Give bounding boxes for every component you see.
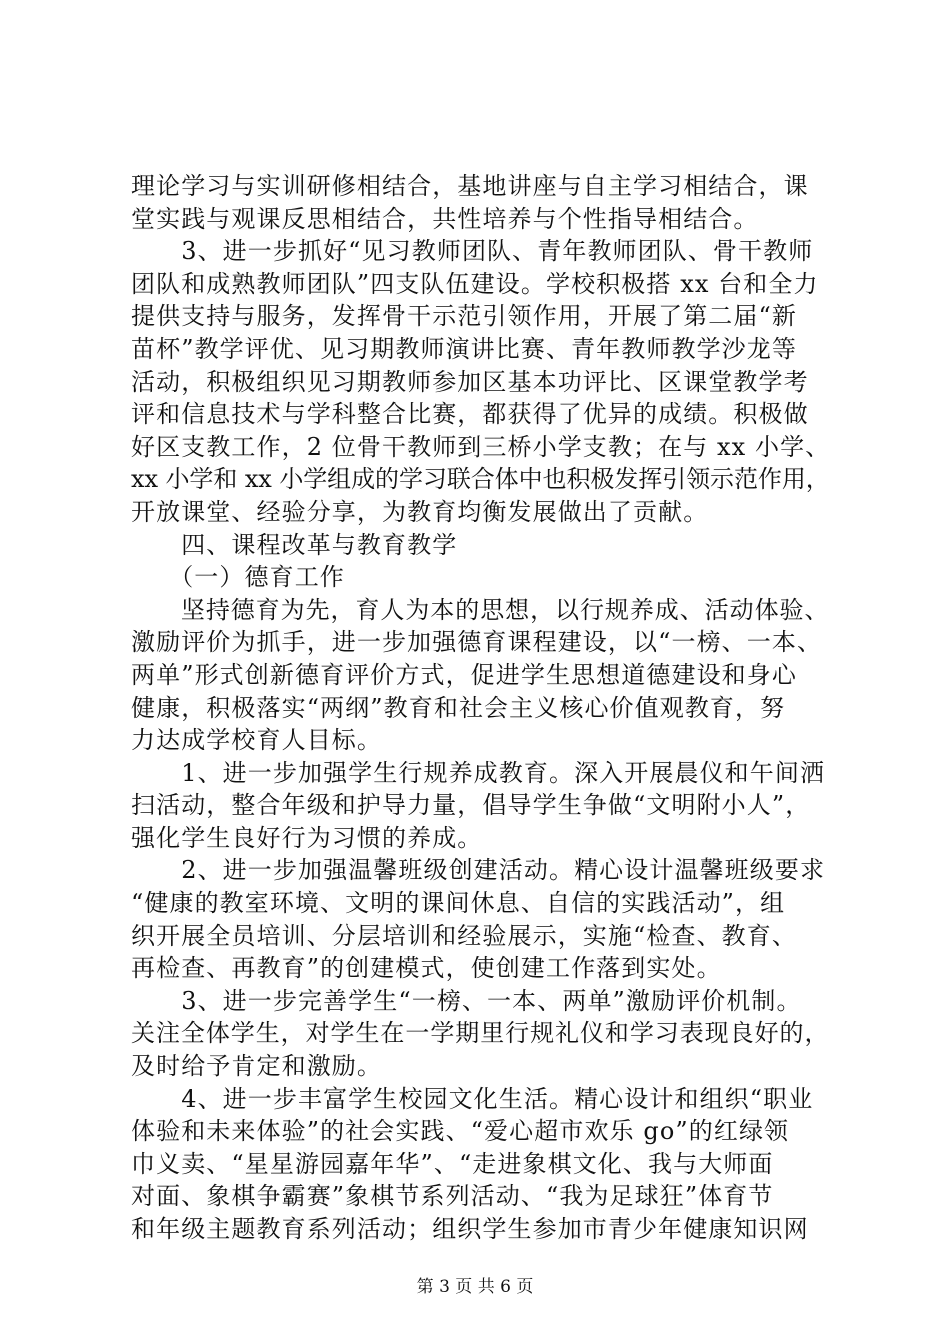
text-line: 强化学生良好行为习惯的养成。 — [131, 823, 483, 852]
text-line: xx 小学和 xx 小学组成的学习联合体中也积极发挥引领示范作用， — [131, 465, 830, 494]
text-line: 1、进一步加强学生行规养成教育。深入开展晨仪和午间洒 — [131, 758, 826, 787]
text-line: 团队和成熟教师团队”四支队伍建设。学校积极搭 xx 台和全力 — [131, 269, 819, 298]
text-line: 坚持德育为先，育人为本的思想，以行规养成、活动体验、 — [131, 595, 830, 624]
text-line: 巾义卖、“星星游园嘉年华”、“走进象棋文化、我与大师面 — [131, 1149, 774, 1178]
text-line: 体验和未来体验”的社会实践、“爱心超市欢乐 go”的红绿领 — [131, 1117, 790, 1146]
text-line: 开放课堂、经验分享，为教育均衡发展做出了贡献。 — [131, 497, 709, 526]
text-line: 两单”形式创新德育评价方式，促进学生思想道德建设和身心 — [131, 660, 797, 689]
text-line: 再检查、再教育”的创建模式，使创建工作落到实处。 — [131, 954, 722, 983]
text-line: 评和信息技术与学科整合比赛，都获得了优异的成绩。积极做 — [131, 400, 809, 429]
text-line: 对面、象棋争霸赛”象棋节系列活动、“我为足球狂”体育节 — [131, 1182, 774, 1211]
text-line: 扫活动，整合年级和护导力量，倡导学生争做“文明附小人”， — [131, 791, 811, 820]
text-line: “健康的教室环境、文明的课间休息、自信的实践活动”，组 — [131, 889, 786, 918]
text-line: 好区支教工作，2 位骨干教师到三桥小学支教；在与 xx 小学、 — [131, 432, 831, 461]
text-line: 和年级主题教育系列活动；组织学生参加市青少年健康知识网 — [131, 1215, 809, 1243]
text-line: 健康，积极落实“两纲”教育和社会主义核心价值观教育，努 — [131, 693, 786, 722]
section-heading: 四、课程改革与教育教学 — [131, 530, 458, 559]
text-line: 3、进一步完善学生“一榜、一本、两单”激励评价机制。 — [131, 986, 802, 1015]
page-number-footer: 第 3 页 共 6 页 — [416, 1277, 534, 1297]
subsection-heading: （一）德育工作 — [131, 563, 345, 592]
text-line: 及时给予肯定和激励。 — [131, 1052, 382, 1081]
text-line: 4、进一步丰富学生校园文化生活。精心设计和组织“职业 — [131, 1084, 814, 1113]
text-line: 3、进一步抓好“见习教师团队、青年教师团队、骨干教师 — [131, 237, 814, 266]
text-line: 织开展全员培训、分层培训和经验展示，实施“检查、教育、 — [131, 921, 797, 950]
text-line: 活动，积极组织见习期教师参加区基本功评比、区课堂教学考 — [131, 367, 809, 396]
text-line: 2、进一步加强温馨班级创建活动。精心设计温馨班级要求 — [131, 856, 826, 885]
text-line: 苗杯”教学评优、见习期教师演讲比赛、青年教师教学沙龙等 — [131, 334, 797, 363]
text-line: 理论学习与实训研修相结合，基地讲座与自主学习相结合，课 — [131, 172, 809, 200]
text-line: 激励评价为抓手，进一步加强德育课程建设，以“一榜、一本、 — [131, 628, 823, 657]
text-line: 力达成学校育人目标。 — [131, 726, 382, 755]
text-line: 提供支持与服务，发挥骨干示范引领作用，开展了第二届“新 — [131, 302, 797, 331]
document-body — [131, 170, 831, 1246]
text-line: 堂实践与观课反思相结合，共性培养与个性指导相结合。 — [131, 204, 759, 233]
text-line: 关注全体学生，对学生在一学期里行规礼仪和学习表现良好的， — [131, 1019, 830, 1048]
